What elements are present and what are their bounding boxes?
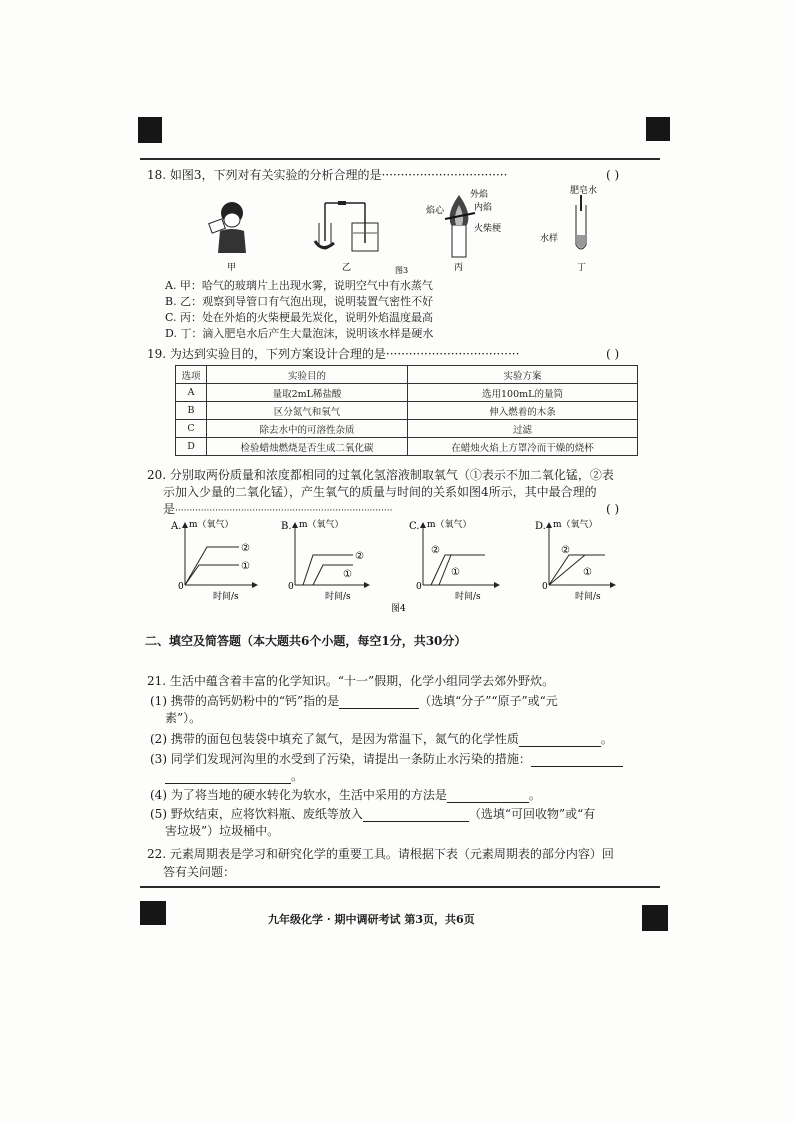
table-cell: B: [176, 402, 207, 420]
table-cell: 区分氮气和氧气: [207, 402, 408, 420]
soap-water-test-icon: [576, 195, 586, 249]
table-row: [176, 420, 638, 438]
tube-label-sample: 水样: [540, 234, 559, 244]
corner-mark-bottom-left: [140, 901, 166, 925]
page-footer: 九年级化学 · 期中调研考试 第3页，共6页: [268, 913, 475, 926]
q18-option-b: B. 乙：观察到导管口有气泡出现，说明装置气密性不好: [165, 295, 434, 308]
curve-label-2: ②: [561, 545, 570, 556]
q22-line2: 答有关问题：: [163, 865, 236, 879]
candle-flame-icon: [445, 195, 475, 257]
graph-letter: B.: [281, 521, 292, 532]
graph-d: [535, 518, 615, 602]
answer-blank[interactable]: [447, 790, 529, 803]
table-cell: A: [176, 384, 207, 402]
table-cell: 选用100mL的量筒: [408, 384, 638, 402]
bottom-rule: [140, 886, 660, 888]
table-cell: 量取2mL稀盐酸: [207, 384, 408, 402]
graph-letter: C.: [409, 521, 420, 532]
graph-a: [170, 518, 257, 602]
q21-part2: (2) 携带的面包包装袋中填充了氮气，是因为常温下，氮气的化学性质 。: [150, 732, 613, 746]
graph-y-label: m（氧气）: [427, 520, 472, 530]
curve-label-1: ①: [241, 561, 250, 572]
table-row: [176, 402, 638, 420]
q21-stem: 21. 生活中蕴含着丰富的化学知识。“十一”假期，化学小组同学去郊外野炊。: [147, 674, 555, 688]
section-2-title: 二、填空及简答题（本大题共6个小题，每空1分，共30分）: [145, 634, 467, 648]
graph-letter: D.: [535, 521, 546, 532]
q20-bracket: ( ): [606, 502, 620, 516]
table-row: [176, 384, 638, 402]
airtightness-setup-icon: [315, 201, 378, 251]
graph-origin: 0: [178, 582, 184, 592]
fig4-caption: 图4: [391, 604, 406, 614]
flame-label-core: 焰心: [426, 206, 445, 216]
figure-3: [190, 183, 620, 278]
curve-label-2: ②: [431, 545, 440, 556]
table-cell: C: [176, 420, 207, 438]
graph-c: [409, 518, 499, 602]
q20-line2: 示加入少量的二氧化锰），产生氧气的质量与时间的关系如图4所示，其中最合理的: [163, 485, 597, 499]
answer-blank[interactable]: [339, 696, 419, 709]
curve-label-1: ①: [583, 567, 592, 578]
fig3-caption: 图3: [395, 266, 409, 275]
table-cell: 过滤: [408, 420, 638, 438]
graph-origin: 0: [288, 582, 294, 592]
graph-origin: 0: [416, 582, 422, 592]
q22-line1: 22. 元素周期表是学习和研究化学的重要工具。请根据下表（元素周期表的部分内容）回: [147, 847, 614, 861]
q21-part3-cont: 。: [165, 768, 303, 784]
table-row: [176, 438, 638, 456]
table-header-cell: 实验目的: [207, 366, 408, 384]
q18-option-a: A. 甲：哈气的玻璃片上出现水雾，说明空气中有水蒸气: [165, 279, 433, 292]
answer-blank[interactable]: [363, 809, 469, 822]
q21-part5-cont: 害垃圾”）垃圾桶中。: [165, 824, 280, 838]
graph-x-label: 时间/s: [213, 592, 239, 602]
q21-part3: (3) 同学们发现河沟里的水受到了污染，请提出一条防止水污染的措施：: [150, 751, 623, 767]
table-cell: 在蜡烛火焰上方罩冷而干燥的烧杯: [408, 438, 638, 456]
q18-option-c: C. 丙：处在外焰的火柴梗最先炭化，说明外焰温度最高: [165, 311, 434, 324]
q18-bracket: ( ): [606, 168, 620, 182]
figure-4: [165, 515, 625, 615]
corner-mark-top-left: [138, 117, 162, 143]
top-rule: [140, 158, 660, 160]
graph-y-label: m（氧气）: [299, 520, 344, 530]
graph-x-label: 时间/s: [325, 592, 351, 602]
table-cell: 除去水中的可溶性杂质: [207, 420, 408, 438]
q21-part5: (5) 野炊结束，应将饮料瓶、废纸等放入 （选填“可回收物”或“有: [150, 807, 596, 821]
graph-b: [281, 518, 369, 602]
fig3-label-jia: 甲: [227, 263, 237, 273]
q21-part1-cont: 素”）。: [165, 711, 202, 725]
q21-part1: (1) 携带的高钙奶粉中的“钙”指的是 （选填“分子”“原子”或“元: [150, 694, 558, 708]
q19-bracket: ( ): [606, 347, 620, 361]
corner-mark-bottom-right: [642, 905, 668, 931]
table-header-cell: 选项: [176, 366, 207, 384]
corner-mark-top-right: [646, 117, 670, 141]
curve-label-1: ①: [451, 567, 460, 578]
curve-label-2: ②: [355, 551, 364, 562]
curve-label-1: ①: [343, 569, 352, 580]
graph-letter: A.: [171, 521, 182, 532]
tube-label-soap: 肥皂水: [570, 186, 598, 196]
q18-option-d: D. 丁：滴入肥皂水后产生大量泡沫，说明该水样是硬水: [165, 327, 434, 340]
graph-origin: 0: [542, 582, 548, 592]
graph-y-label: m（氧气）: [553, 520, 598, 530]
fig3-label-ding: 丁: [577, 263, 587, 273]
answer-blank[interactable]: [531, 754, 623, 767]
table-header-row: [176, 366, 638, 384]
graph-y-label: m（氧气）: [189, 520, 234, 530]
q19-stem: 19. 为达到实验目的，下列方案设计合理的是···································: [147, 347, 520, 361]
table-cell: 伸入燃着的木条: [408, 402, 638, 420]
graph-x-label: 时间/s: [455, 592, 481, 602]
answer-blank[interactable]: [165, 771, 291, 784]
q19-table: [175, 365, 638, 456]
student-figure-icon: [209, 202, 246, 253]
answer-blank[interactable]: [519, 734, 601, 747]
table-cell: D: [176, 438, 207, 456]
q20-line1: 20. 分别取两份质量和浓度都相同的过氧化氢溶液制取氧气（①表示不加二氧化锰，②表: [147, 468, 614, 482]
flame-label-inner: 内焰: [474, 203, 493, 213]
q21-part4: (4) 为了将当地的硬水转化为软水，生活中采用的方法是 。: [150, 788, 541, 802]
table-cell: 检验蜡烛燃烧是否生成二氧化碳: [207, 438, 408, 456]
graph-x-label: 时间/s: [575, 592, 601, 602]
flame-label-stick: 火柴梗: [474, 224, 502, 234]
table-header-cell: 实验方案: [408, 366, 638, 384]
q18-stem: 18. 如图3，下列对有关实验的分析合理的是·································: [147, 168, 508, 182]
fig3-label-yi: 乙: [342, 263, 352, 273]
flame-label-outer: 外焰: [470, 190, 489, 200]
fig3-label-bing: 丙: [454, 263, 464, 273]
q20-line3: 是············································································: [163, 502, 393, 516]
curve-label-2: ②: [241, 543, 250, 554]
